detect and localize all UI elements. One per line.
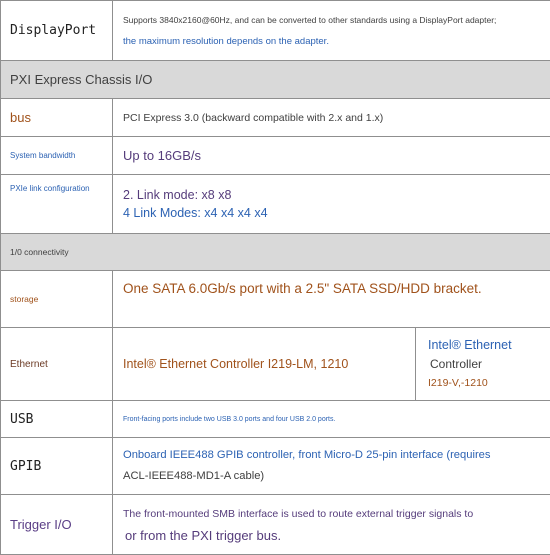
section-header-chassis-io: [1, 61, 550, 99]
row-label-ethernet: Ethernet: [1, 328, 113, 401]
trigger-line-2: or from the PXI trigger bus.: [125, 527, 282, 543]
row-label-usb: USB: [1, 401, 113, 438]
table-row: [1, 495, 550, 555]
section-title: 1/0 connectivity: [1, 234, 550, 271]
table-row: [1, 401, 550, 438]
table-row: [1, 328, 550, 401]
row-label-bus: bus: [1, 99, 113, 137]
storage-value: One SATA 6.0Gb/s port with a 2.5" SATA SSD/HDD bracket.: [113, 271, 550, 328]
table-row: [1, 438, 550, 495]
link-config-line-2: 4 Link Modes: x4 x4 x4 x4: [123, 206, 268, 220]
bus-value: PCI Express 3.0 (backward compatible with 2.x and 1.x): [113, 99, 550, 137]
row-label-gpib: GPIB: [1, 438, 113, 495]
gpib-value: [113, 438, 550, 495]
trigger-value: [113, 495, 550, 555]
bandwidth-value: Up to 16GB/s: [113, 137, 550, 175]
usb-value: Front-facing ports include two USB 3.0 ports and four USB 2.0 ports.: [113, 401, 550, 438]
gpib-line-2: ACL-IEEE488-MD1-A cable): [123, 470, 265, 482]
link-config-line-1: 2. Link mode: x8 x8: [123, 188, 232, 202]
link-config-value: [113, 175, 550, 234]
row-label-displayport: DisplayPort: [1, 1, 113, 61]
displayport-line-1: Supports 3840x2160@60Hz, and can be converted to other standards using a DisplayPort adapter;: [123, 14, 497, 25]
section-header-connectivity: [1, 234, 550, 271]
ethernet-side-value: [416, 328, 550, 401]
table-row: [1, 1, 550, 61]
ethernet-side-line-1: Intel® Ethernet: [428, 337, 512, 352]
trigger-line-1: The front-mounted SMB interface is used to route external trigger signals to: [123, 507, 474, 520]
row-label-trigger: Trigger I/O: [1, 495, 113, 555]
section-title: PXI Express Chassis I/O: [1, 61, 550, 99]
ethernet-side-line-2: Controller: [430, 356, 483, 371]
ethernet-side-line-3: I219-V,-1210: [428, 376, 488, 389]
gpib-line-1: Onboard IEEE488 GPIB controller, front Micro-D 25-pin interface (requires: [123, 449, 491, 461]
ethernet-value: Intel® Ethernet Controller I219-LM, 1210: [113, 328, 416, 401]
displayport-line-2: the maximum resolution depends on the adapter.: [123, 35, 329, 47]
table-row: [1, 137, 550, 175]
row-label-storage: storage: [1, 271, 113, 328]
table-row: [1, 175, 550, 234]
row-label-link-config: PXIe link configuration: [1, 175, 113, 234]
table-row: [1, 99, 550, 137]
row-label-bandwidth: System bandwidth: [1, 137, 113, 175]
displayport-value: [113, 1, 550, 61]
table-row: [1, 271, 550, 328]
